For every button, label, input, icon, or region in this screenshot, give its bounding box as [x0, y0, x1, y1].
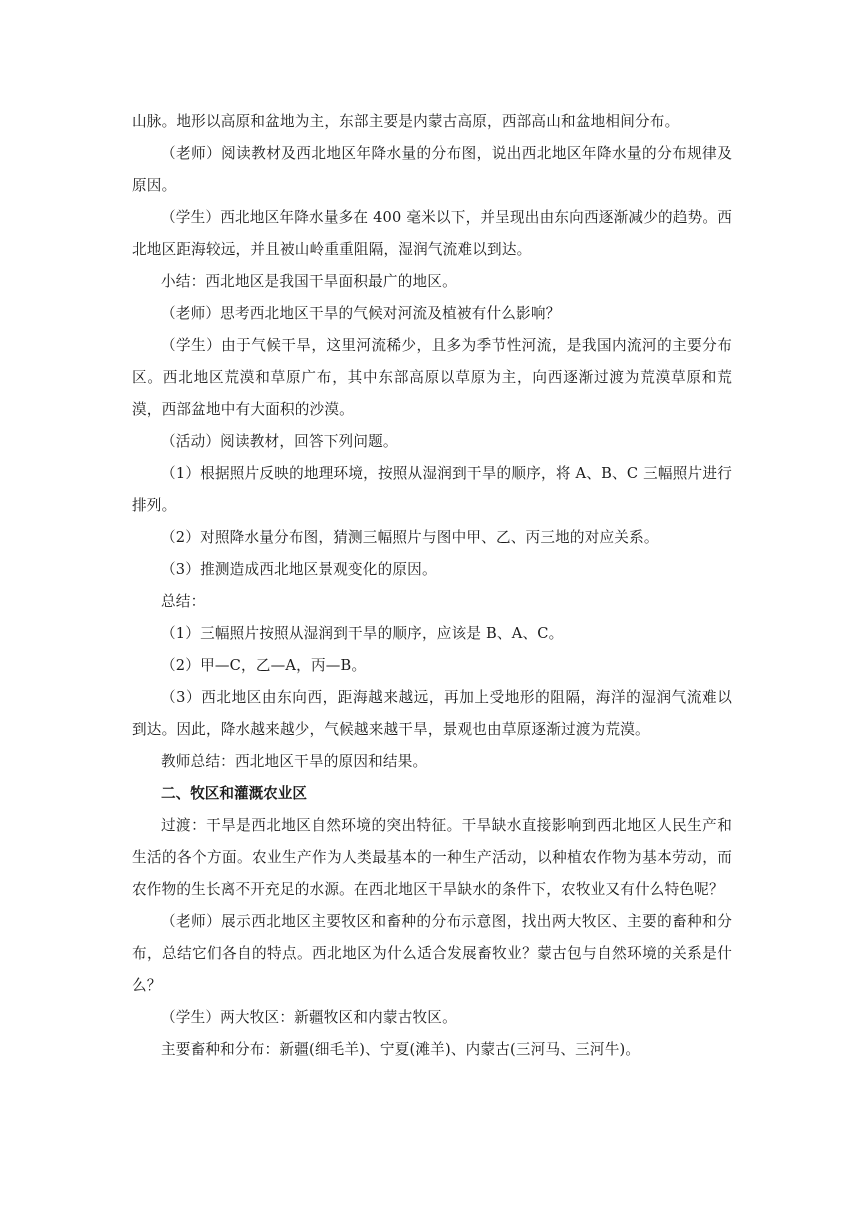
- paragraph-transition: 过渡：干旱是西北地区自然环境的突出特征。干旱缺水直接影响到西北地区人民生产和生活的各个方面。农业生产作为人类最基本的一种生产活动，以种植农作物为基本劳动，而农作物的生长离不开充足的水源。在西北地区干旱缺水的条件下，农牧业又有什么特色呢？: [132, 817, 732, 898]
- paragraph-conclusion-item: （1）三幅照片按照从湿润到干旱的顺序，应该是 B、A、C。: [161, 625, 564, 642]
- paragraph-teacher-question: （老师）阅读教材及西北地区年降水量的分布图，说出西北地区年降水量的分布规律及原因。: [132, 145, 732, 194]
- paragraph-conclusion-item: （3）西北地区由东向西，距海越来越远，再加上受地形的阻隔，海洋的湿润气流难以到达。因此，降水越来越少，气候越来越干旱，景观也由草原逐渐过渡为荒漠。: [132, 689, 732, 738]
- paragraph-teacher-question: （老师）展示西北地区主要牧区和畜种的分布示意图，找出两大牧区、主要的畜种和分布，总结它们各自的特点。西北地区为什么适合发展畜牧业？蒙古包与自然环境的关系是什么？: [132, 913, 732, 994]
- paragraph-teacher-summary: 教师总结：西北地区干旱的原因和结果。: [161, 753, 428, 770]
- paragraph-student-answer: （学生）两大牧区：新疆牧区和内蒙古牧区。: [161, 1009, 457, 1026]
- paragraph-activity: （活动）阅读教材，回答下列问题。: [161, 433, 398, 450]
- paragraph-activity-item: （3）推测造成西北地区景观变化的原因。: [161, 561, 437, 578]
- section-heading: 二、牧区和灌溉农业区: [161, 785, 307, 802]
- paragraph-conclusion-item: （2）甲—C，乙—A，丙—B。: [161, 657, 367, 674]
- document-page: [132, 106, 732, 1066]
- paragraph-livestock: 主要畜种和分布：新疆(细毛羊)、宁夏(滩羊)、内蒙古(三河马、三河牛)。: [161, 1041, 641, 1058]
- paragraph-activity-item: （1）根据照片反映的地理环境，按照从湿润到干旱的顺序，将 A、B、C 三幅照片进行排列。: [132, 465, 732, 514]
- paragraph-summary: 小结：西北地区是我国干旱面积最广的地区。: [161, 273, 457, 290]
- paragraph-student-answer: （学生）由于气候干旱，这里河流稀少，且多为季节性河流，是我国内流河的主要分布区。西北地区荒漠和草原广布，其中东部高原以草原为主，向西逐渐过渡为荒漠草原和荒漠，西部盆地中有大面积的沙漠。: [132, 337, 732, 418]
- paragraph-student-answer: （学生）西北地区年降水量多在 400 毫米以下，并呈现出由东向西逐渐减少的趋势。西北地区距海较远，并且被山岭重重阻隔，湿润气流难以到达。: [132, 209, 732, 258]
- paragraph-teacher-question: （老师）思考西北地区干旱的气候对河流及植被有什么影响？: [161, 305, 561, 322]
- paragraph-continuation: 山脉。地形以高原和盆地为主，东部主要是内蒙古高原，西部高山和盆地相间分布。: [132, 113, 680, 130]
- paragraph-conclusion-label: 总结：: [161, 593, 206, 610]
- paragraph-activity-item: （2）对照降水量分布图，猜测三幅照片与图中甲、乙、丙三地的对应关系。: [161, 529, 659, 546]
